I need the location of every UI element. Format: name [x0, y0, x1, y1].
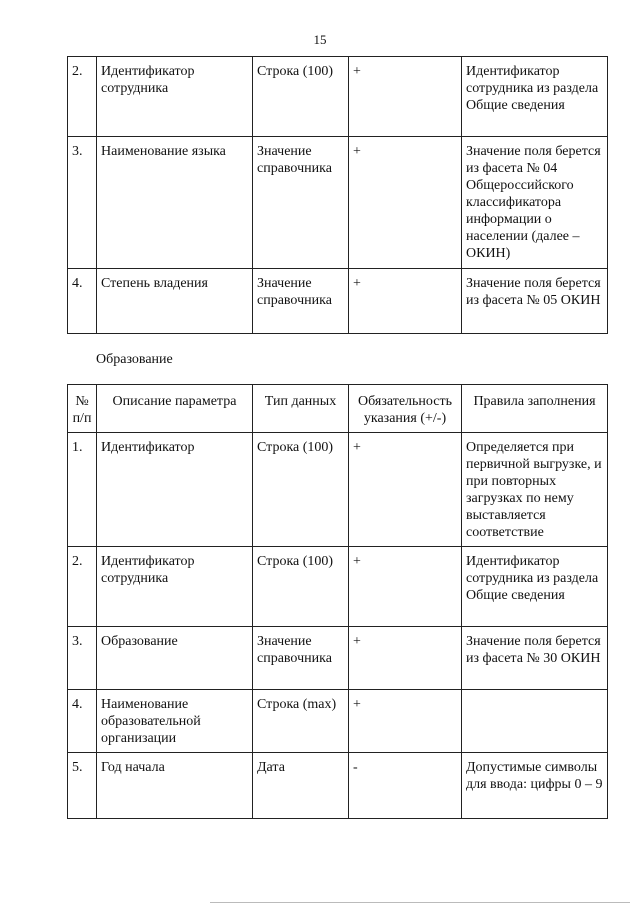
fill-rule: Идентификатор сотрудника из раздела Общие сведения [462, 57, 608, 137]
fill-rule: Значение поля берется из фасета № 05 ОКИН [462, 269, 608, 334]
table-row [68, 547, 608, 627]
data-type: Строка (100) [253, 433, 349, 547]
data-type: Строка (100) [253, 547, 349, 627]
row-number: 2. [68, 57, 97, 137]
row-number: 1. [68, 433, 97, 547]
required-flag: + [349, 690, 462, 753]
row-number: 4. [68, 269, 97, 334]
required-flag: - [349, 753, 462, 819]
header-num: № п/п [68, 385, 97, 433]
header-rule: Правила заполнения [462, 385, 608, 433]
fill-rule [462, 690, 608, 753]
fill-rule: Определяется при первичной выгрузке, и при повторных загрузках по нему выставляется соответствие [462, 433, 608, 547]
language-table [67, 56, 608, 334]
data-type: Строка (100) [253, 57, 349, 137]
fill-rule: Допустимые символы для ввода: цифры 0 – 9 [462, 753, 608, 819]
table-row [68, 690, 608, 753]
param-description: Образование [97, 627, 253, 690]
data-type: Дата [253, 753, 349, 819]
data-type: Значение справочника [253, 137, 349, 269]
row-number: 4. [68, 690, 97, 753]
table-row [68, 753, 608, 819]
fill-rule: Значение поля берется из фасета № 04 Общероссийского классификатора информации о населении (далее – ОКИН) [462, 137, 608, 269]
param-description: Наименование языка [97, 137, 253, 269]
param-description: Год начала [97, 753, 253, 819]
table-row [68, 137, 608, 269]
table-row [68, 269, 608, 334]
required-flag: + [349, 627, 462, 690]
data-type: Значение справочника [253, 627, 349, 690]
fill-rule: Идентификатор сотрудника из раздела Общие сведения [462, 547, 608, 627]
param-description: Наименование образовательной организации [97, 690, 253, 753]
row-number: 2. [68, 547, 97, 627]
row-number: 3. [68, 627, 97, 690]
param-description: Идентификатор сотрудника [97, 57, 253, 137]
param-description: Степень владения [97, 269, 253, 334]
param-description: Идентификатор [97, 433, 253, 547]
fill-rule: Значение поля берется из фасета № 30 ОКИН [462, 627, 608, 690]
header-required: Обязательность указания (+/-) [349, 385, 462, 433]
required-flag: + [349, 137, 462, 269]
data-type: Значение справочника [253, 269, 349, 334]
scan-edge-line [210, 902, 630, 903]
table-row [68, 57, 608, 137]
data-type: Строка (max) [253, 690, 349, 753]
page-number: 15 [313, 32, 327, 47]
header-row [68, 385, 608, 433]
header-param: Описание параметра [97, 385, 253, 433]
education-table [67, 384, 608, 819]
required-flag: + [349, 547, 462, 627]
required-flag: + [349, 57, 462, 137]
required-flag: + [349, 269, 462, 334]
header-type: Тип данных [253, 385, 349, 433]
row-number: 3. [68, 137, 97, 269]
required-flag: + [349, 433, 462, 547]
section-title: Образование [96, 352, 173, 367]
table-row [68, 433, 608, 547]
param-description: Идентификатор сотрудника [97, 547, 253, 627]
table-row [68, 627, 608, 690]
row-number: 5. [68, 753, 97, 819]
